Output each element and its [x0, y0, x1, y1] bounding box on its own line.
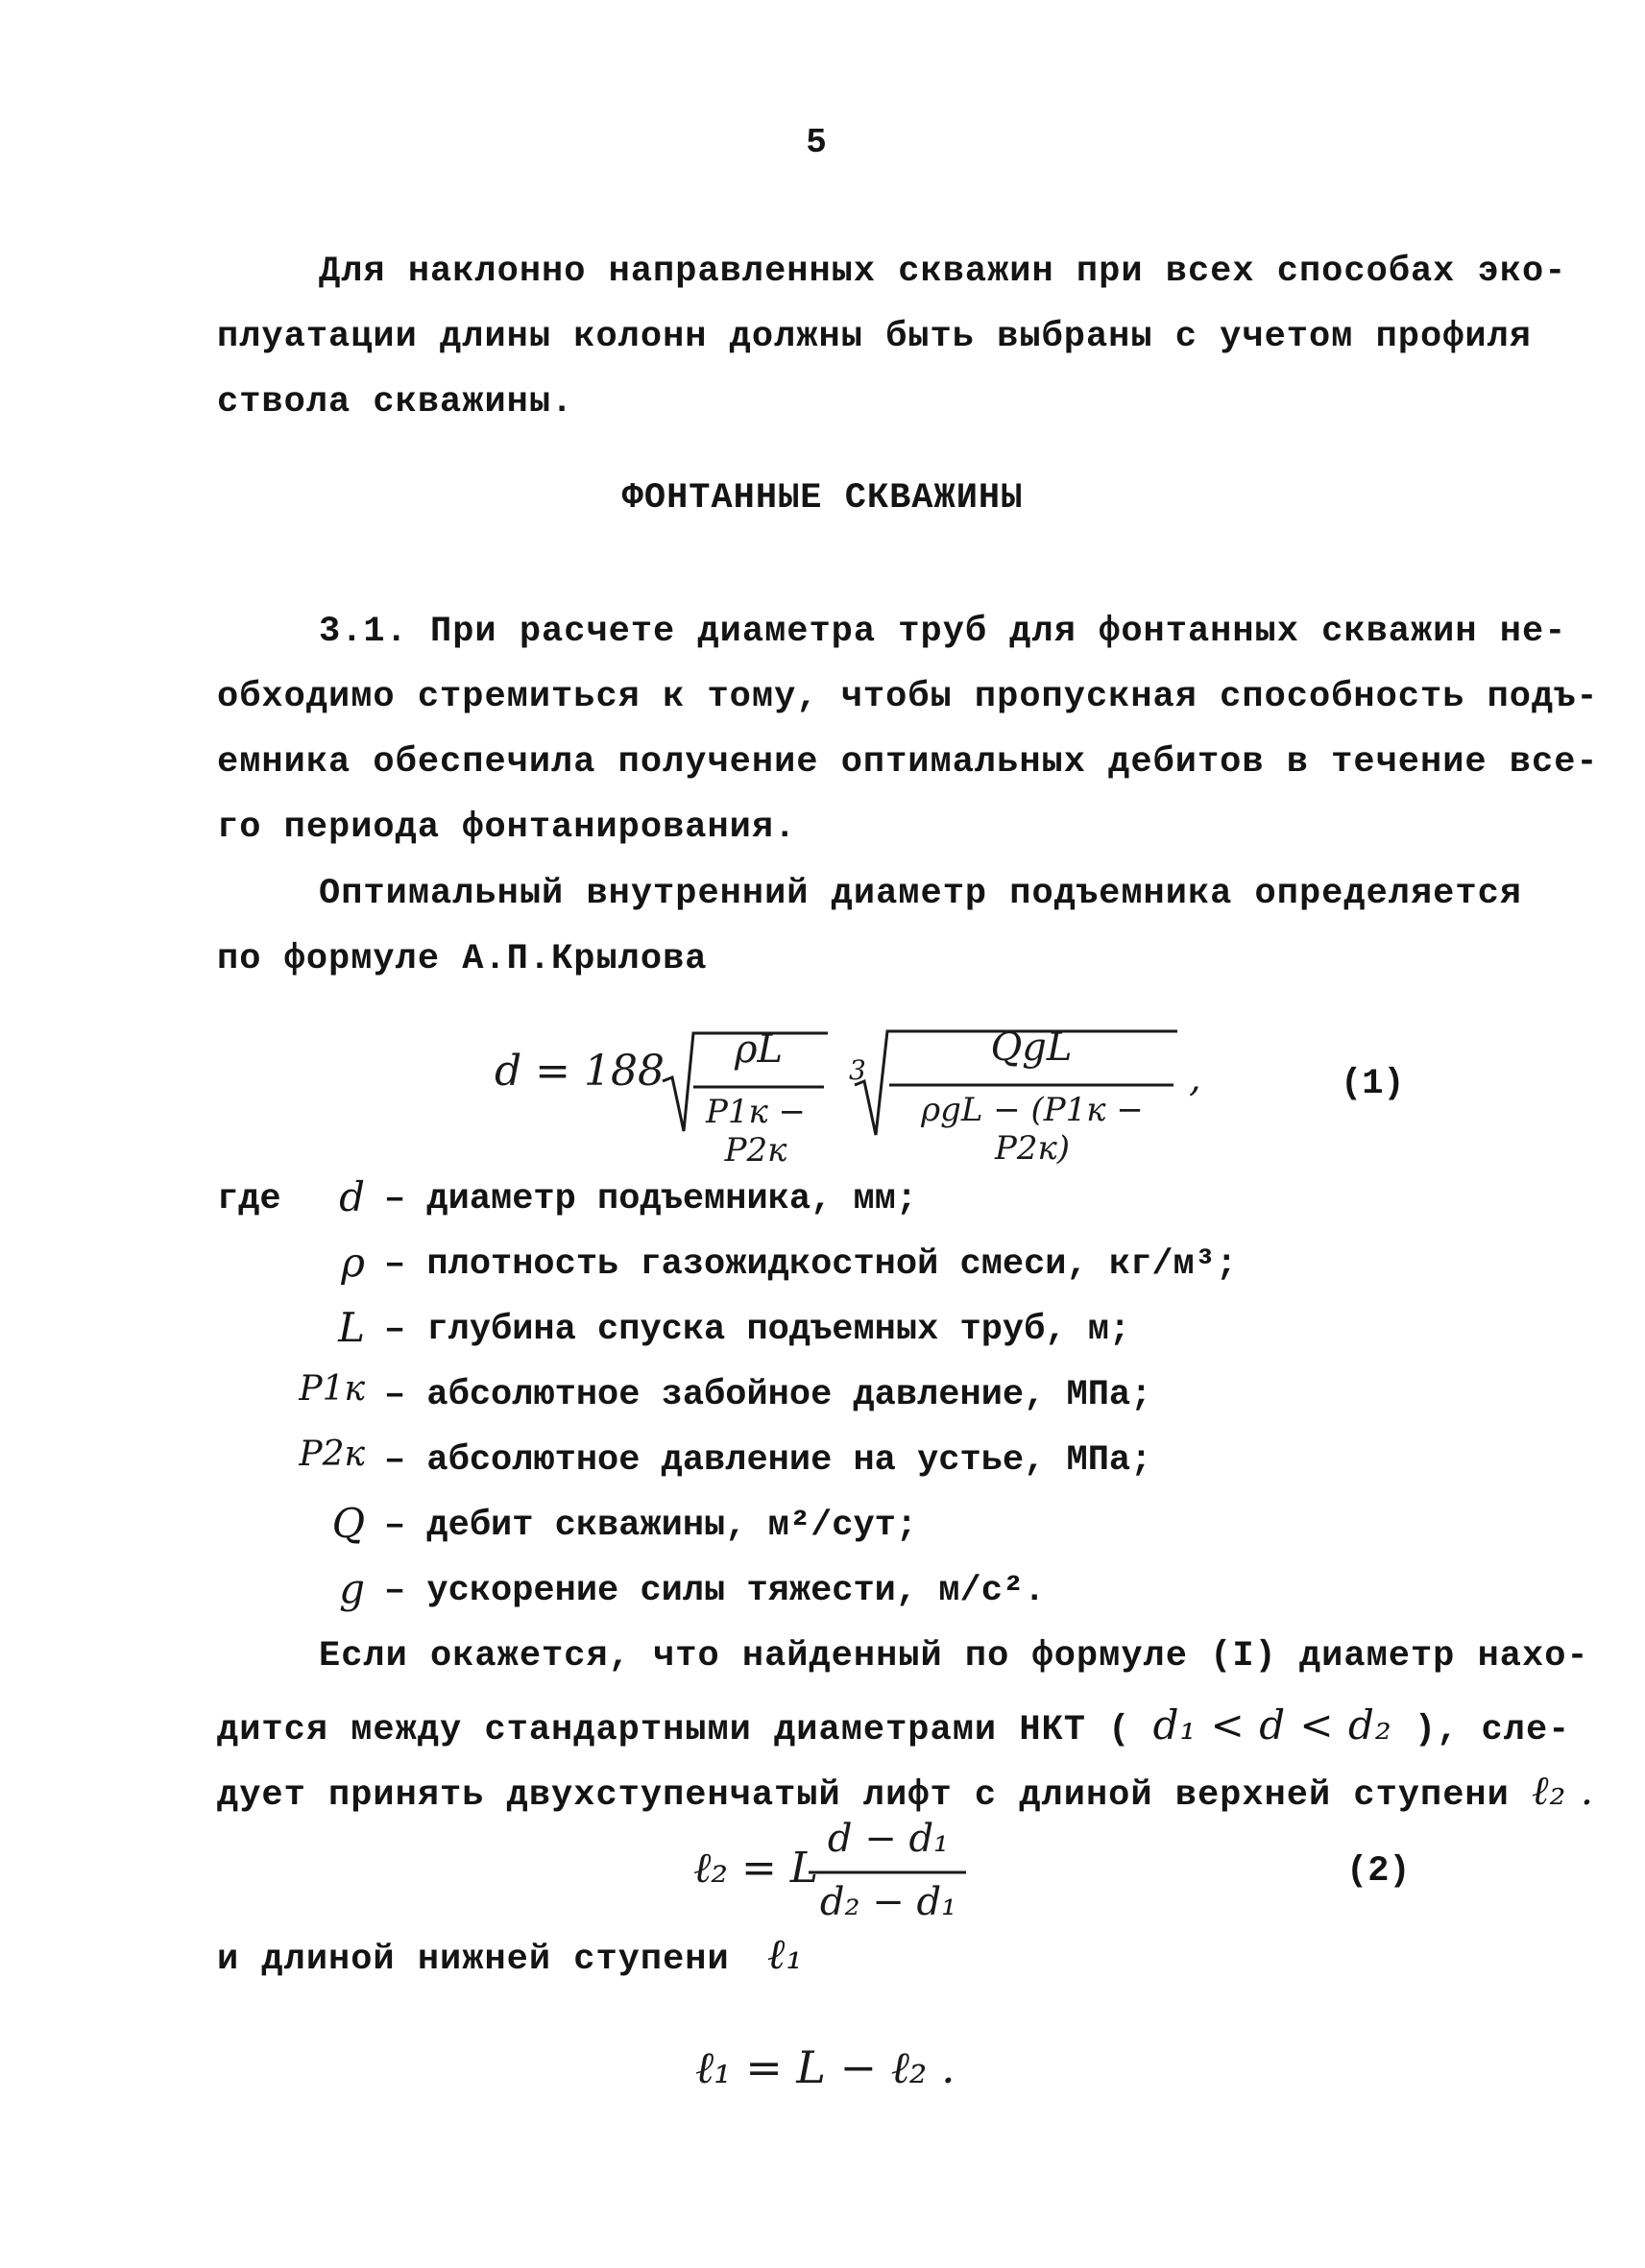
para3-inequality: d₁ < d < d₂: [1152, 1701, 1392, 1749]
def-symbol: g: [339, 1565, 365, 1612]
def-text: – абсолютное забойное давление, МПа;: [384, 1375, 1152, 1415]
para2-line-1: Оптимальный внутренний диаметр подъемника определяется: [319, 874, 1522, 914]
eq2-number: (2): [1346, 1851, 1411, 1892]
def-symbol: P1к: [299, 1369, 365, 1409]
para1-line-2: обходимо стремиться к тому, чтобы пропускная способность подъ-: [217, 677, 1599, 717]
def-text: – дебит скважины, м²/сут;: [384, 1506, 918, 1546]
para3-line-2: [217, 1701, 1570, 1750]
def-text: – глубина спуска подъемных труб, м;: [384, 1310, 1131, 1350]
para3-line-2-text: дится между стандартными диаметрами НКТ (: [217, 1710, 1131, 1750]
eq2-denominator: d₂ − d₁: [819, 1880, 957, 1924]
eq1-number: (1): [1341, 1064, 1405, 1104]
para1-line-4: го периода фонтанирования.: [217, 808, 797, 848]
para4-line: [217, 1930, 804, 1980]
intro-line-2: плуатации длины колонн должны быть выбраны с учетом профиля: [217, 317, 1533, 357]
equation-3: ℓ₁ = L − ℓ₂ .: [695, 2041, 956, 2093]
section-title: ФОНТАННЫЕ СКВАЖИНЫ: [621, 478, 1024, 519]
para4-l1-symbol: ℓ₁: [766, 1930, 804, 1979]
def-symbol: L: [338, 1304, 365, 1351]
eq2-numerator: d − d₁: [827, 1817, 950, 1861]
para3-line-3: [217, 1767, 1594, 1816]
page-number: 5: [806, 123, 827, 162]
eq1-frac2-denominator: ρgL − (P1к − P2к): [921, 1091, 1144, 1168]
intro-line-3: ствола скважины.: [217, 382, 574, 422]
def-symbol: Q: [331, 1500, 365, 1547]
eq1-lhs: d = 188: [495, 1047, 665, 1096]
eq1-comma: ,: [1189, 1056, 1201, 1100]
para4-text: и длиной нижней ступени: [217, 1940, 730, 1980]
eq1-frac1-numerator: ρL: [734, 1027, 784, 1072]
def-symbol: ρ: [341, 1239, 365, 1286]
para2-line-2: по формуле А.П.Крылова: [217, 939, 708, 979]
para1-line-3: емника обеспечила получение оптимальных дебитов в течение все-: [217, 742, 1599, 783]
para1-line-1: 3.1. При расчете диаметра труб для фонтанных скважин не-: [319, 612, 1567, 652]
def-text: – диаметр подъемника, мм;: [384, 1179, 918, 1219]
def-text: – абсолютное давление на устье, МПа;: [384, 1440, 1152, 1481]
eq2-lhs: ℓ₂ = L: [693, 1844, 819, 1893]
def-text: – ускорение силы тяжести, м/с².: [384, 1571, 1046, 1611]
eq1-frac2-numerator: QgL: [990, 1025, 1073, 1070]
def-symbol: d: [339, 1173, 365, 1220]
eq1-frac1-denominator: P1к − P2к: [705, 1093, 807, 1170]
eq2-fraction-bar: [809, 1869, 972, 1876]
para3-line-2-tail: ), сле-: [1414, 1710, 1571, 1750]
para3-l2-symbol: ℓ₂ .: [1532, 1767, 1595, 1814]
para3-line-1: Если окажется, что найденный по формуле (I) диаметр нахо-: [319, 1636, 1589, 1677]
def-symbol: P2к: [299, 1435, 365, 1474]
def-text: – плотность газожидкостной смеси, кг/м³;: [384, 1244, 1238, 1285]
where-label: где: [217, 1179, 281, 1219]
eq1-root-index: 3: [849, 1054, 866, 1086]
para3-line-3-text: дует принять двухступенчатый лифт с длиной верхней ступени: [217, 1775, 1510, 1816]
intro-line-1: Для наклонно направленных скважин при всех способах эко-: [319, 252, 1567, 292]
